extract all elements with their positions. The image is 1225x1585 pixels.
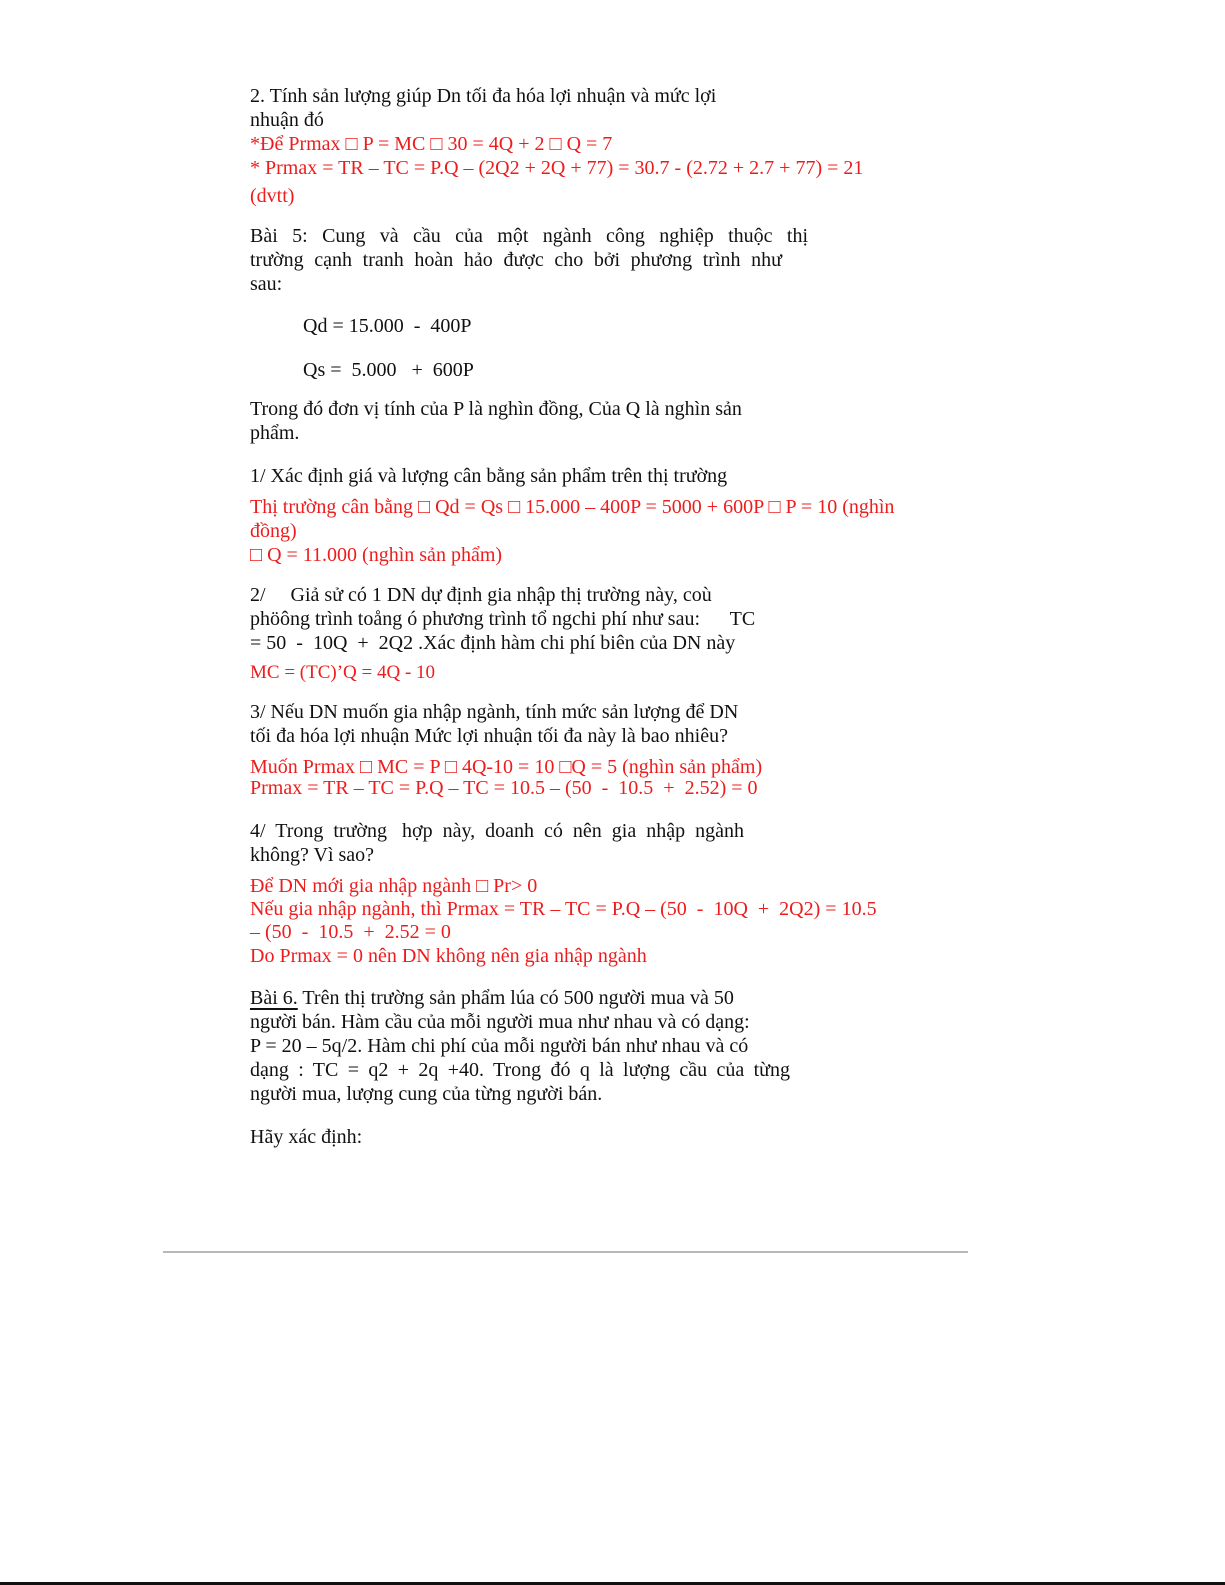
bai5-unit-line1: Trong đó đơn vị tính của P là nghìn đồng, Của Q là nghìn sản xyxy=(250,398,742,420)
bai5-intro-line3: sau: xyxy=(250,273,283,295)
bai6-line6: Hãy xác định: xyxy=(250,1126,363,1148)
bai5-answer1-line3: □ Q = 11.000 (nghìn sản phẩm) xyxy=(250,544,503,566)
bai5-answer2: MC = (TC)’Q = 4Q - 10 xyxy=(250,662,436,683)
bai6-line2: người bán. Hàm cầu của mỗi người mua như nhau và có dạng: xyxy=(250,1011,750,1033)
bai5-answer1-line2: đồng) xyxy=(250,520,297,542)
bai5-question2-line1: 2/ Giả sử có 1 DN dự định gia nhập thị trường này, coù xyxy=(250,584,712,606)
bai5-demand-equation: Qd = 15.000 - 400P xyxy=(303,315,472,337)
bai6-line1-text: Trên thị trường sản phẩm lúa có 500 người mua và 50 xyxy=(297,987,734,1009)
bai5-answer1-line1: Thị trường cân bằng □ Qd = Qs □ 15.000 – 400P = 5000 + 600P □ P = 10 (nghìn xyxy=(250,496,895,518)
section2-answer-line2: * Prmax = TR – TC = P.Q – (2Q2 + 2Q + 77) = 30.7 - (2.72 + 2.7 + 77) = 21 xyxy=(250,157,864,179)
bai5-question3-line2: tối đa hóa lợi nhuận Mức lợi nhuận tối đa này là bao nhiêu? xyxy=(250,725,728,747)
bai5-answer4-line2: Nếu gia nhập ngành, thì Prmax = TR – TC = P.Q – (50 - 10Q + 2Q2) = 10.5 xyxy=(250,898,877,920)
bai5-supply-equation: Qs = 5.000 + 600P xyxy=(303,359,474,381)
bai6-line4: dạng : TC = q2 + 2q +40. Trong đó q là lượng cầu của từng xyxy=(250,1059,790,1081)
bai5-answer4-line4: Do Prmax = 0 nên DN không nên gia nhập ngành xyxy=(250,945,647,967)
bai5-question4-line2: không? Vì sao? xyxy=(250,844,375,866)
bai5-question2-line2: phöông trình toång ó phương trình tổ ngchi phí như sau: TC xyxy=(250,608,756,630)
bai5-question2-line3: = 50 - 10Q + 2Q2 .Xác định hàm chi phí biên của DN này xyxy=(250,632,736,654)
bai6-line3: P = 20 – 5q/2. Hàm chi phí của mỗi người bán như nhau và có xyxy=(250,1035,749,1057)
bai6-title: Bài 6. xyxy=(250,987,298,1009)
section2-heading-line1: 2. Tính sản lượng giúp Dn tối đa hóa lợi nhuận và mức lợi xyxy=(250,85,717,107)
page-divider xyxy=(163,1251,968,1253)
bai6-line1 xyxy=(250,986,734,1010)
section2-heading-line2: nhuận đó xyxy=(250,109,324,131)
bai5-question1: 1/ Xác định giá và lượng cân bằng sản phẩm trên thị trường xyxy=(250,465,728,487)
bai5-answer3-line2: Prmax = TR – TC = P.Q – TC = 10.5 – (50 - 10.5 + 2.52) = 0 xyxy=(250,777,758,799)
bai5-answer4-line3: – (50 - 10.5 + 2.52 = 0 xyxy=(250,921,451,943)
bai5-answer3-line1: Muốn Prmax □ MC = P □ 4Q-10 = 10 □Q = 5 (nghìn sản phẩm) xyxy=(250,756,763,778)
bai5-answer4-line1: Để DN mới gia nhập ngành □ Pr> 0 xyxy=(250,875,538,897)
bai5-intro-line1: Bài 5: Cung và cầu của một ngành công nghiệp thuộc thị xyxy=(250,225,808,247)
bai5-question3-line1: 3/ Nếu DN muốn gia nhập ngành, tính mức sản lượng để DN xyxy=(250,701,739,723)
bai6-line5: người mua, lượng cung của từng người bán. xyxy=(250,1083,603,1105)
bai5-unit-line2: phẩm. xyxy=(250,422,300,444)
section2-answer-line1: *Để Prmax □ P = MC □ 30 = 4Q + 2 □ Q = 7 xyxy=(250,133,613,155)
section2-answer-line3: (dvtt) xyxy=(250,185,295,207)
bai5-intro-line2: trường cạnh tranh hoàn hảo được cho bởi phương trình như xyxy=(250,249,782,271)
bai5-question4-line1: 4/ Trong trường hợp này, doanh có nên gia nhập ngành xyxy=(250,820,744,842)
